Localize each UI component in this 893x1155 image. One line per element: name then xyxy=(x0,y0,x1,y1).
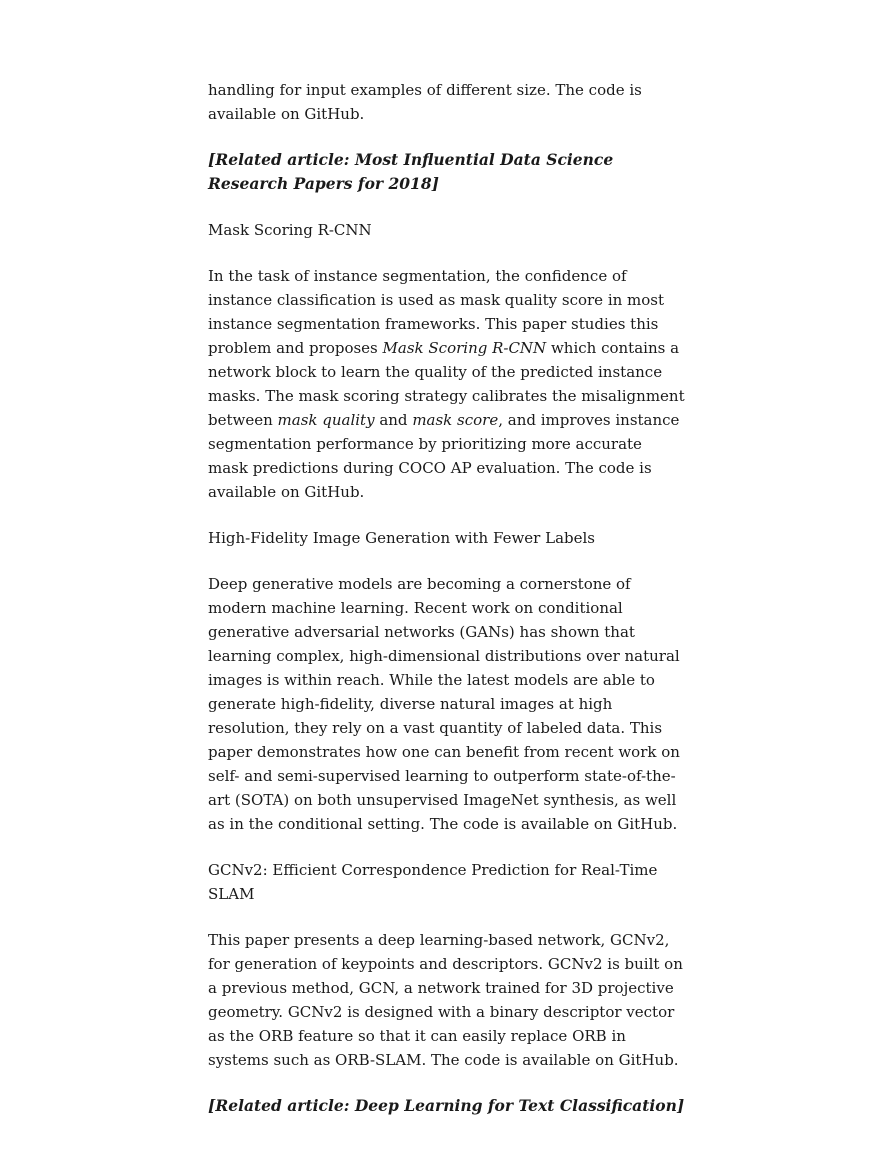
summary-text: which contains a network block to learn the quality of the predicted instance masks. The mask scoring strategy calibrates the misalignment between xyxy=(208,339,685,429)
summary-text: , and improves instance segmentation performance by prioritizing more accurate mask predictions during COCO AP evaluation. The code is available on GitHub. xyxy=(208,411,680,501)
article-column xyxy=(208,78,686,1140)
paper-summary-high-fidelity: Deep generative models are becoming a cornerstone of modern machine learning. Recent work on conditional generative adversarial networks (GANs) has shown that learning complex, high-dimensional distributions over natural images is within reach. While the latest models are able to generate high-fidelity, diverse natural images at high resolution, they rely on a vast quantity of labeled data. This paper demonstrates how one can benefit from recent work on self- and semi-supervised learning to outperform state-of-the-art (SOTA) on both unsupervised ImageNet synthesis, as well as in the conditional setting. The code is available on GitHub. xyxy=(208,575,680,833)
paper-title-gcnv2: GCNv2: Efficient Correspondence Prediction for Real-Time SLAM xyxy=(208,861,658,903)
summary-text: In the task of instance segmentation, the confidence of instance classification is used as mask quality score in most instance segmentation frameworks. This paper studies this problem and proposes xyxy=(208,267,665,357)
paper-summary-gcnv2: This paper presents a deep learning-based network, GCNv2, for generation of keypoints and descriptors. GCNv2 is built on a previous method, GCN, a network trained for 3D projective geometry. GCNv2 is designed with a binary descriptor vector as the ORB feature so that it can easily replace ORB in systems such as ORB-SLAM. The code is available on GitHub. xyxy=(208,931,683,1069)
paper-title-high-fidelity: High-Fidelity Image Generation with Fewer Labels xyxy=(208,529,595,547)
intro-paragraph-tail: handling for input examples of different size. The code is available on GitHub. xyxy=(208,81,642,123)
related-article-link[interactable]: [Related article: Most Influential Data Science Research Papers for 2018] xyxy=(208,150,614,193)
summary-emphasis: mask score xyxy=(412,411,499,429)
related-article-link[interactable]: [Related article: Deep Learning for Text Classification] xyxy=(208,1096,685,1115)
paper-title-mask-scoring: Mask Scoring R-CNN xyxy=(208,221,372,239)
summary-text: and xyxy=(374,411,413,429)
summary-emphasis: mask quality xyxy=(277,411,375,429)
summary-emphasis: Mask Scoring R-CNN xyxy=(382,339,547,357)
paper-summary-mask-scoring xyxy=(208,264,686,504)
